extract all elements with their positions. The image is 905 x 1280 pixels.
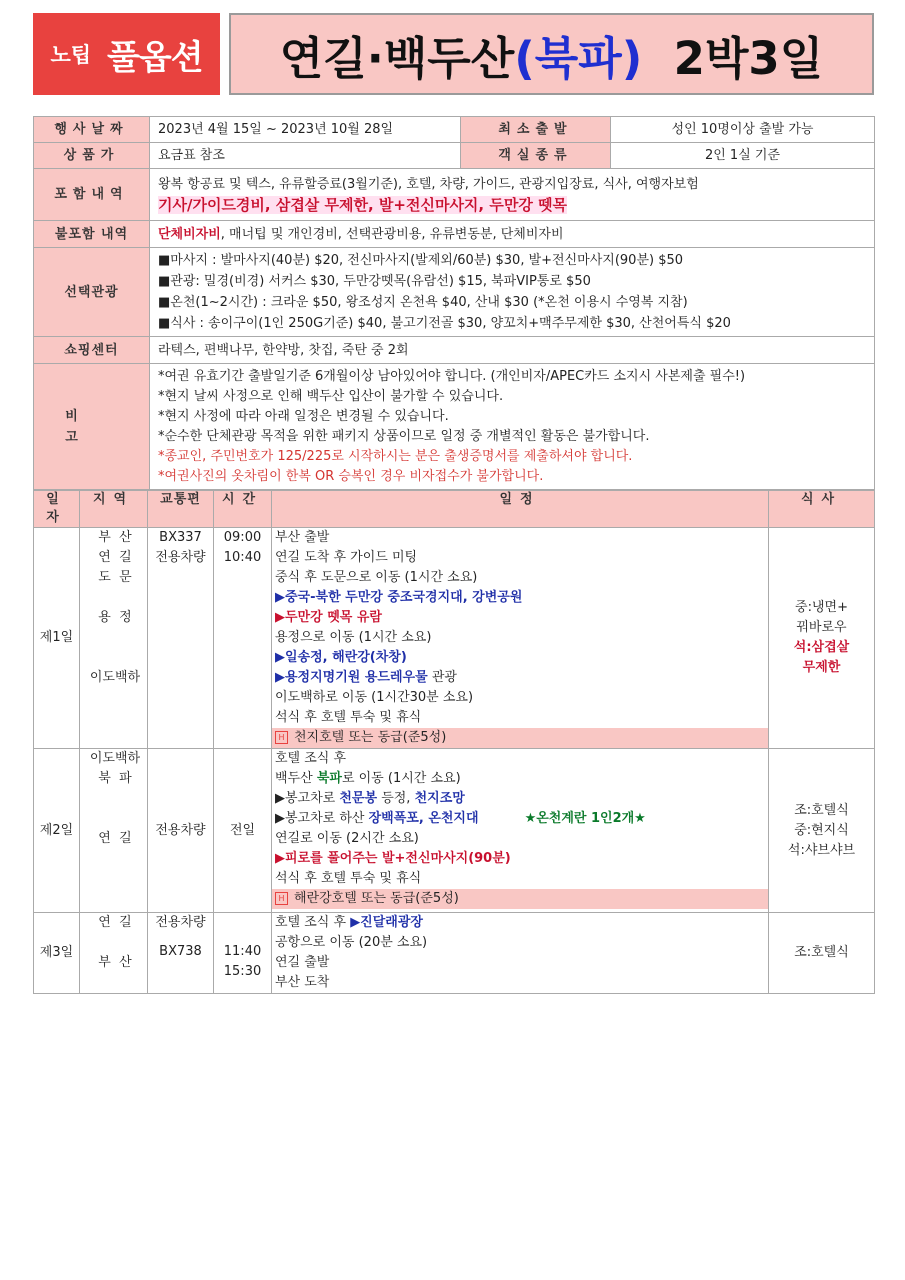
optional-cell [150,248,875,337]
itinerary-line: 호텔 조식 후 [275,751,347,766]
brand-no-tip: 노팁 [50,43,92,67]
included-text: 왕복 항공료 및 텍스, 유류할증료(3월기준), 호텔, 차량, 가이드, 관광지입장료, 식사, 여행자보험 [158,176,699,192]
itinerary-highlight: ▶진달래광장 [350,915,423,930]
itinerary-line: 이도백하로 이동 (1시간30분 소요) [275,690,474,705]
meal: 중:냉면+ [795,600,848,615]
itinerary-line: 호텔 조식 후 [275,915,351,930]
included-cell [150,169,875,221]
day1-times [214,528,272,749]
itinerary-highlight: 천문봉 [339,791,378,806]
itinerary-line: 석식 후 호텔 투숙 및 휴식 [275,871,422,886]
hotel-icon: H [275,731,288,744]
itinerary-line: 백두산 [275,771,317,786]
itinerary-line: ▶봉고차로 [275,791,340,806]
included-label: 포함내역 [34,169,150,221]
region: 이도백하 [89,670,141,685]
day2-time: 전일 [214,749,272,913]
col-meal: 식사 [769,491,875,528]
itinerary-line: ▶봉고차로 하산 [275,811,369,826]
itinerary-line: 관광 [431,670,457,685]
day1-label: 제1일 [34,528,80,749]
shopping-label: 쇼핑센터 [34,337,150,364]
region: 북 파 [98,771,132,786]
region: 연 길 [98,831,132,846]
itinerary-line: 연길 도착 후 가이드 미팅 [275,550,418,565]
col-region: 지역 [80,491,148,528]
flight: BX337 [159,530,202,545]
itinerary-highlight: ▶피로를 풀어주는 발+전신마사지(90분) [275,851,511,866]
time: 11:40 [223,944,262,959]
day2-hotel [272,889,768,909]
title-accent: (북파) [514,31,643,85]
hotel-name: 천지호텔 또는 동급(준5성) [294,730,447,745]
itinerary-highlight: ▶용정지명기원 용드레우물 [275,670,428,685]
itinerary-line: 연길로 이동 (2시간 소요) [275,831,419,846]
itinerary-bonus: ★온천계란 1인2개★ [524,811,646,826]
day1-transport [148,528,214,749]
day3-label: 제3일 [34,913,80,994]
time: 10:40 [223,550,262,565]
meal: 석:샤브샤브 [787,842,856,858]
day3-times [214,913,272,994]
note-item-red: *여권사진의 옷차림이 한복 OR 승복인 경우 비자접수가 불가합니다. [158,468,544,484]
day1-regions [80,528,148,749]
optional-item: ■관광: 밀경(비경) 서커스 $30, 두만강뗏목(유람선) $15, 북파VIP통로 $50 [158,274,591,289]
itinerary-line: 용정으로 이동 (1시간 소요) [275,630,432,645]
time: 09:00 [223,530,262,545]
col-day: 일자 [34,491,80,528]
col-itinerary: 일정 [272,491,769,528]
optional-item: ■식사 : 송이구이(1인 250G기준) $40, 불고기전골 $30, 양꼬치+맥주무제한 $30, 산천어특식 $20 [158,316,731,331]
day3-regions [80,913,148,994]
flight: BX738 [159,944,202,959]
page-title [229,13,874,95]
day3-itinerary [272,913,769,994]
min-departure: 성인 10명이상 출발 가능 [611,117,875,143]
included-highlight: 기사/가이드경비, 삼겹살 무제한, 발+전신마사지, 두만강 뗏목 [158,195,568,214]
itinerary-line: 등정, [377,791,415,806]
shopping: 라텍스, 편백나무, 한약방, 찻집, 죽탄 중 2회 [150,337,875,364]
itinerary-highlight: ▶중국-북한 두만강 중조국경지대, 강변공원 [275,590,523,605]
travel-date: 2023년 4월 15일 ~ 2023년 10월 28일 [150,117,461,143]
schedule-table [33,490,875,994]
meal-highlight: 무제한 [802,660,841,675]
meal: 중:현지식 [794,822,849,838]
info-table [33,116,875,490]
title-main: 연길·백두산 [279,31,515,85]
day1-meals [769,528,875,749]
travel-date-label: 행사날짜 [34,117,150,143]
itinerary-line: 석식 후 호텔 투숙 및 휴식 [275,710,422,725]
hotel-name: 해란강호텔 또는 동급(준5성) [294,891,459,906]
excluded-label: 불포함 내역 [34,221,150,248]
itinerary-line: 부산 출발 [275,530,330,545]
note-item: *순수한 단체관광 목적을 위한 패키지 상품이므로 일정 중 개별적인 활동은 불가합니다. [158,428,650,444]
note-item-red: *종교인, 주민번호가 125/225로 시작하시는 분은 출생증명서를 제출하셔야 합니다. [158,448,633,464]
note-item: *현지 사정에 따라 아래 일정은 변경될 수 있습니다. [158,408,449,424]
excluded-cell [150,221,875,248]
notes-cell [150,364,875,490]
min-departure-label: 최소출발 [461,117,611,143]
itinerary-highlight: 천지조망 [414,791,465,806]
optional-label: 선택관광 [34,248,150,337]
brand-full-option: 풀옵션 [107,37,203,78]
itinerary-line: 중식 후 도문으로 이동 (1시간 소요) [275,570,478,585]
optional-item: ■마사지 : 발마사지(40분) $20, 전신마사지(발제외/60분) $30, 발+전신마사지(90분) $50 [158,253,684,268]
meal: 조:호텔식 [794,945,849,960]
day3-transport [148,913,214,994]
meal: 꿔바로우 [796,620,847,635]
brand-badge [33,13,220,95]
day2-meals [769,749,875,913]
region: 이도백하 [89,751,141,766]
day1-hotel [272,728,768,748]
room-label: 객실종류 [461,143,611,169]
itinerary-highlight: ▶일송정, 해란강(차창) [275,650,407,665]
day2-itinerary [272,749,769,913]
itinerary-line: 공항으로 이동 (20분 소요) [275,935,428,950]
hotel-icon: H [275,892,288,905]
day2-regions [80,749,148,913]
optional-item: ■온천(1~2시간) : 크라운 $50, 왕조성지 온천욕 $40, 산내 $30 (*온천 이용시 수영복 지참) [158,295,688,310]
meal: 조:호텔식 [794,802,849,818]
time: 15:30 [223,964,262,979]
region: 용 정 [98,610,132,625]
room-type: 2인 1실 기준 [611,143,875,169]
region: 도 문 [98,570,132,585]
col-transport: 교통편 [148,491,214,528]
region: 연 길 [98,550,132,565]
col-time: 시간 [214,491,272,528]
itinerary-highlight: 북파 [316,771,342,786]
day1-itinerary [272,528,769,749]
day2-transport: 전용차량 [148,749,214,913]
day3-meals [769,913,875,994]
excluded-red: 단체비자비 [158,226,221,242]
region: 연 길 [98,915,132,930]
note-item: *현지 날씨 사정으로 인해 백두산 입산이 불가할 수 있습니다. [158,388,504,404]
vehicle: 전용차량 [155,915,206,930]
region: 부 산 [98,955,132,970]
itinerary-line: 부산 도착 [275,975,330,990]
price: 요금표 참조 [150,143,461,169]
itinerary-highlight: 장백폭포, 온천지대 [368,811,479,826]
day2-label: 제2일 [34,749,80,913]
itinerary-line: 연길 출발 [275,955,330,970]
price-label: 상품가 [34,143,150,169]
note-item: *여권 유효기간 출발일기준 6개월이상 남아있어야 합니다. (개인비자/APEC카드 소지시 사본제출 필수!) [158,368,746,384]
notes-label: 비고 [34,364,150,490]
itinerary-line: 로 이동 (1시간 소요) [341,771,461,786]
region: 부 산 [98,530,132,545]
excluded-rest: , 매너팁 및 개인경비, 선택관광비용, 유류변동분, 단체비자비 [220,226,564,242]
title-days: 2박3일 [673,31,824,85]
meal-highlight: 석:삼겹살 [793,640,850,655]
vehicle: 전용차량 [155,550,206,565]
itinerary-highlight: ▶두만강 뗏목 유람 [275,610,382,625]
